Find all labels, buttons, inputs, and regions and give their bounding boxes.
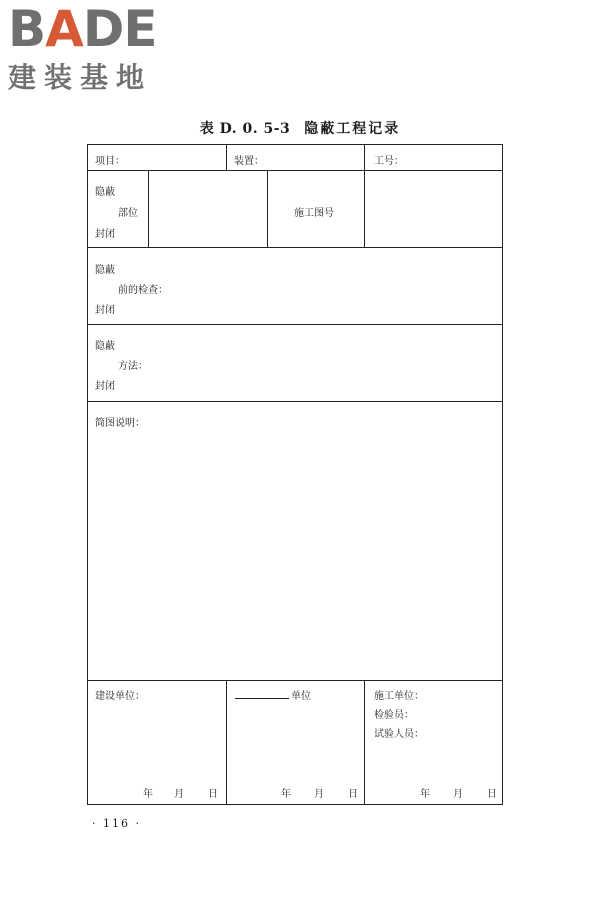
- unit-cell[interactable]: [227, 681, 365, 804]
- project-label: 项目：: [95, 156, 125, 167]
- date-month: 月: [314, 789, 324, 800]
- work-no-label: 工号：: [374, 156, 404, 167]
- logo: [8, 0, 183, 96]
- hidden-label-1: 隐蔽: [95, 187, 115, 198]
- sketch-label: 简图说明：: [95, 418, 145, 429]
- unit-blank-label: 单位: [235, 687, 311, 702]
- sketch-row[interactable]: [88, 402, 502, 681]
- record-form: [87, 144, 503, 805]
- header-row: [88, 145, 502, 171]
- hidden-label-2: 隐蔽: [95, 265, 115, 276]
- logo-wordmark: BADE: [8, 0, 157, 58]
- project-cell[interactable]: [88, 145, 227, 170]
- seal-label-1: 封闭: [95, 229, 115, 240]
- unit-name-blank[interactable]: [235, 689, 289, 699]
- construction-unit-cell[interactable]: [365, 681, 502, 804]
- work-no-cell[interactable]: [365, 145, 502, 170]
- builder-unit-label: 建设单位：: [95, 691, 145, 702]
- part-label: 部位: [118, 208, 138, 219]
- check-label: 前的检查：: [118, 285, 168, 296]
- date-day: 日: [208, 789, 218, 800]
- seal-label-3: 封闭: [95, 381, 115, 392]
- date-month: 月: [174, 789, 184, 800]
- inspector-label: 检验员：: [374, 710, 414, 721]
- construction-unit-label: 施工单位：: [374, 691, 424, 702]
- date-day: 日: [487, 789, 497, 800]
- date-day: 日: [348, 789, 358, 800]
- table-name: 隐蔽工程记录: [304, 121, 401, 137]
- signature-row: [88, 681, 502, 804]
- seal-label-2: 封闭: [95, 305, 115, 316]
- hidden-label-3: 隐蔽: [95, 341, 115, 352]
- hidden-part-value-cell[interactable]: [149, 171, 268, 247]
- hidden-part-label-cell: [88, 171, 149, 247]
- table-number: 表 D. 0. 5-3: [199, 121, 291, 137]
- device-label: 装置：: [234, 156, 264, 167]
- hidden-part-row: [88, 171, 502, 248]
- drawing-no-label: 施工图号: [294, 208, 334, 219]
- builder-unit-cell[interactable]: [88, 681, 227, 804]
- tester-label: 试验人员：: [374, 729, 424, 740]
- date-year: 年: [143, 789, 153, 800]
- page-number: · 116 ·: [92, 817, 141, 830]
- date-year: 年: [281, 789, 291, 800]
- date-year: 年: [420, 789, 430, 800]
- pre-hide-check-row[interactable]: [88, 248, 502, 325]
- device-cell[interactable]: [227, 145, 365, 170]
- method-label: 方法：: [118, 361, 148, 372]
- hide-method-row[interactable]: [88, 325, 502, 402]
- logo-subtitle: 建装基地: [8, 61, 153, 94]
- drawing-no-value-cell[interactable]: [365, 171, 502, 247]
- table-title: [0, 118, 600, 138]
- drawing-no-label-cell: [268, 171, 365, 247]
- date-month: 月: [453, 789, 463, 800]
